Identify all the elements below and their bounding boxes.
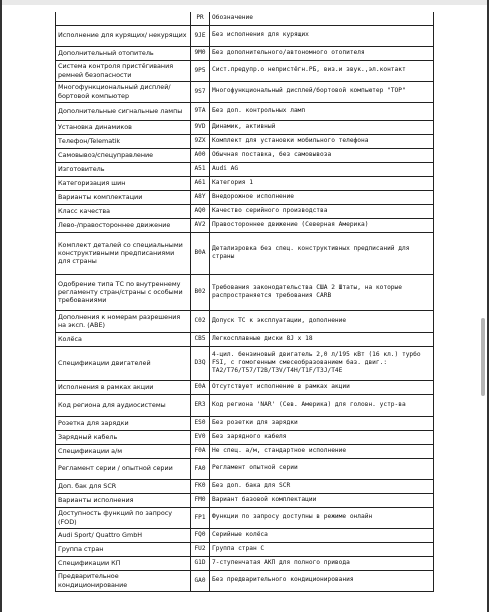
pr-code-cell: FA0 bbox=[191, 458, 210, 479]
pr-code-cell: 9ZX bbox=[191, 134, 210, 148]
feature-cell: Audi Sport/ Quattro GmbH bbox=[56, 528, 191, 542]
table-row bbox=[56, 556, 434, 570]
pr-code-cell: 9TA bbox=[191, 102, 210, 120]
description-cell: Без исполнения для курящих bbox=[210, 25, 434, 46]
pr-code-cell: AV2 bbox=[191, 218, 210, 232]
description-cell: Комплект для установки мобильного телефона bbox=[210, 134, 434, 148]
pr-code-cell: A00 bbox=[191, 148, 210, 162]
feature-cell: Лево-/правостороннее движение bbox=[56, 218, 191, 232]
feature-cell: Спецификации а/м bbox=[56, 444, 191, 458]
scrollbar[interactable] bbox=[481, 0, 485, 612]
feature-cell: Дополнительный отопитель bbox=[56, 46, 191, 60]
description-cell: Не спец. а/м, стандартное исполнение bbox=[210, 444, 434, 458]
table-row bbox=[56, 380, 434, 394]
feature-cell: Изготовитель bbox=[56, 162, 191, 176]
pr-code-cell: ER3 bbox=[191, 394, 210, 416]
description-cell: Допуск ТС к эксплуатации, дополнение bbox=[210, 310, 434, 332]
table-row bbox=[56, 479, 434, 493]
table-row bbox=[56, 102, 434, 120]
spec-table bbox=[55, 12, 434, 592]
description-cell: Без доп. бака для SCR bbox=[210, 479, 434, 493]
table-header-row bbox=[56, 12, 434, 25]
feature-cell: Розетка для зарядки bbox=[56, 416, 191, 430]
description-cell: Audi AG bbox=[210, 162, 434, 176]
feature-cell: Многофункциональный дисплей/ бортовой компьютер bbox=[56, 81, 191, 102]
table-row bbox=[56, 416, 434, 430]
feature-cell: Варианты исполнения bbox=[56, 493, 191, 507]
pr-code-cell: CB5 bbox=[191, 332, 210, 346]
description-cell: Категория 1 bbox=[210, 176, 434, 190]
description-cell: Код региона 'NAR' (Сев. Америка) для головн. устр-ва bbox=[210, 394, 434, 416]
description-cell: Качество серийного производства bbox=[210, 204, 434, 218]
description-cell: Без дополнительного/автономного отопителя bbox=[210, 46, 434, 60]
pr-code-cell: FQ0 bbox=[191, 528, 210, 542]
table-row bbox=[56, 332, 434, 346]
table-row bbox=[56, 81, 434, 102]
feature-cell: Исполнения в рамках акции bbox=[56, 380, 191, 394]
feature-cell: Дополнительные сигнальные лампы bbox=[56, 102, 191, 120]
table-row bbox=[56, 232, 434, 274]
table-row bbox=[56, 430, 434, 444]
feature-cell: Исполнение для курящих/ некурящих bbox=[56, 25, 191, 46]
table-row bbox=[56, 310, 434, 332]
table-row bbox=[56, 458, 434, 479]
table-row bbox=[56, 570, 434, 591]
pr-code-cell: FP1 bbox=[191, 507, 210, 528]
table-row bbox=[56, 274, 434, 310]
pr-code-cell: GA0 bbox=[191, 570, 210, 591]
table-row bbox=[56, 46, 434, 60]
pr-code-cell: FU2 bbox=[191, 542, 210, 556]
description-cell: Регламент опытной серии bbox=[210, 458, 434, 479]
description-cell: Без розетки для зарядки bbox=[210, 416, 434, 430]
description-cell: Внедорожное исполнение bbox=[210, 190, 434, 204]
feature-cell: Колёса bbox=[56, 332, 191, 346]
description-cell: Динамик, активный bbox=[210, 120, 434, 134]
table-row bbox=[56, 444, 434, 458]
description-cell: Легкосплавные диски 8J x 18 bbox=[210, 332, 434, 346]
feature-cell: Варианты комплектации bbox=[56, 190, 191, 204]
pr-code-cell: E0A bbox=[191, 380, 210, 394]
table-row bbox=[56, 162, 434, 176]
table-row bbox=[56, 346, 434, 380]
pr-code-cell: C02 bbox=[191, 310, 210, 332]
pr-code-cell: F0A bbox=[191, 444, 210, 458]
table-row bbox=[56, 528, 434, 542]
table-row bbox=[56, 60, 434, 81]
pr-code-cell: D3Q bbox=[191, 346, 210, 380]
table-row bbox=[56, 204, 434, 218]
table-row bbox=[56, 148, 434, 162]
feature-cell: Доп. бак для SCR bbox=[56, 479, 191, 493]
description-cell: Без доп. контрольных ламп bbox=[210, 102, 434, 120]
table-row bbox=[56, 120, 434, 134]
feature-cell: Спецификации КП bbox=[56, 556, 191, 570]
table-row bbox=[56, 190, 434, 204]
feature-cell: Телефон/Telematik bbox=[56, 134, 191, 148]
table-row bbox=[56, 394, 434, 416]
header-description: Обозначение bbox=[210, 12, 434, 25]
description-cell: Многофункциональный дисплей/бортовой компьютер "TOP" bbox=[210, 81, 434, 102]
pr-code-cell: 9VD bbox=[191, 120, 210, 134]
table-row bbox=[56, 218, 434, 232]
feature-cell: Система контроля пристёгивания ремней безопасности bbox=[56, 60, 191, 81]
description-cell: Без зарядного кабеля bbox=[210, 430, 434, 444]
pr-code-cell: 9M0 bbox=[191, 46, 210, 60]
table-row bbox=[56, 507, 434, 528]
description-cell: 7-ступенчатая АКП для полного привода bbox=[210, 556, 434, 570]
feature-cell: Класс качества bbox=[56, 204, 191, 218]
feature-cell: Категоризация шин bbox=[56, 176, 191, 190]
feature-cell: Группа стран bbox=[56, 542, 191, 556]
table-row bbox=[56, 542, 434, 556]
pr-code-cell: FM0 bbox=[191, 493, 210, 507]
feature-cell: Комплект деталей со специальными конструктивными предписаниями для страны bbox=[56, 232, 191, 274]
pr-code-cell: 9P5 bbox=[191, 60, 210, 81]
pr-code-cell: B0A bbox=[191, 232, 210, 274]
pr-code-cell: EV0 bbox=[191, 430, 210, 444]
description-cell: Обычная поставка, без самовывоза bbox=[210, 148, 434, 162]
feature-cell: Одобрение типа ТС по внутреннему регламенту стран/страны с особыми требованиями bbox=[56, 274, 191, 310]
description-cell: Отсутствует исполнение в рамках акции bbox=[210, 380, 434, 394]
feature-cell: Предварительное кондиционирование bbox=[56, 570, 191, 591]
table-row bbox=[56, 25, 434, 46]
pr-code-cell: B02 bbox=[191, 274, 210, 310]
pr-code-cell: FK0 bbox=[191, 479, 210, 493]
pr-code-cell: A8Y bbox=[191, 190, 210, 204]
description-cell: Группа стран C bbox=[210, 542, 434, 556]
pr-code-cell: AQ0 bbox=[191, 204, 210, 218]
table-row bbox=[56, 134, 434, 148]
pr-code-cell: G1D bbox=[191, 556, 210, 570]
pr-code-cell: 9S7 bbox=[191, 81, 210, 102]
feature-cell: Доступность функций по запросу (FOD) bbox=[56, 507, 191, 528]
scrollbar-thumb[interactable] bbox=[481, 318, 485, 396]
feature-cell: Код региона для аудиосистемы bbox=[56, 394, 191, 416]
description-cell: Детализровка без спец. конструктивных предписаний для страны bbox=[210, 232, 434, 274]
table-row bbox=[56, 176, 434, 190]
feature-cell: Самовывоз/спецуправление bbox=[56, 148, 191, 162]
description-cell: Серийные колёса bbox=[210, 528, 434, 542]
description-cell: Требования законодательства США 2 Штаты, на которые распространяется требования CARB bbox=[210, 274, 434, 310]
feature-cell: Зарядный кабель bbox=[56, 430, 191, 444]
feature-cell: Регламент серии / опытной серии bbox=[56, 458, 191, 479]
description-cell: Функции по запросу доступны в режиме онлайн bbox=[210, 507, 434, 528]
pr-code-cell: 9JE bbox=[191, 25, 210, 46]
feature-cell: Спецификации двигателей bbox=[56, 346, 191, 380]
description-cell: Вариант базовой комплектации bbox=[210, 493, 434, 507]
description-cell: Без предварительного кондиционирования bbox=[210, 570, 434, 591]
header-code: PR bbox=[191, 12, 210, 25]
pr-code-cell: ES0 bbox=[191, 416, 210, 430]
pr-code-cell: A61 bbox=[191, 176, 210, 190]
table-row bbox=[56, 493, 434, 507]
feature-cell: Дополнения к номерам разрешения на эксп. (АВЕ) bbox=[56, 310, 191, 332]
feature-cell: Установка динамиков bbox=[56, 120, 191, 134]
description-cell: Правостороннее движение (Северная Америка) bbox=[210, 218, 434, 232]
pr-code-cell: A51 bbox=[191, 162, 210, 176]
description-cell: Сист.предупр.о непристёгн.РБ, виз.и звук.,эл.контакт bbox=[210, 60, 434, 81]
description-cell: 4-цил. бензиновый двигатель 2,0 л/195 кВт (16 кл.) турбо FSI, с гомогенным смесеобразованием баз. двиг.: TA2/T76/T57/T2B/T3V/T4H/T1F/T3J/T4E bbox=[210, 346, 434, 380]
header-feature bbox=[56, 12, 191, 25]
